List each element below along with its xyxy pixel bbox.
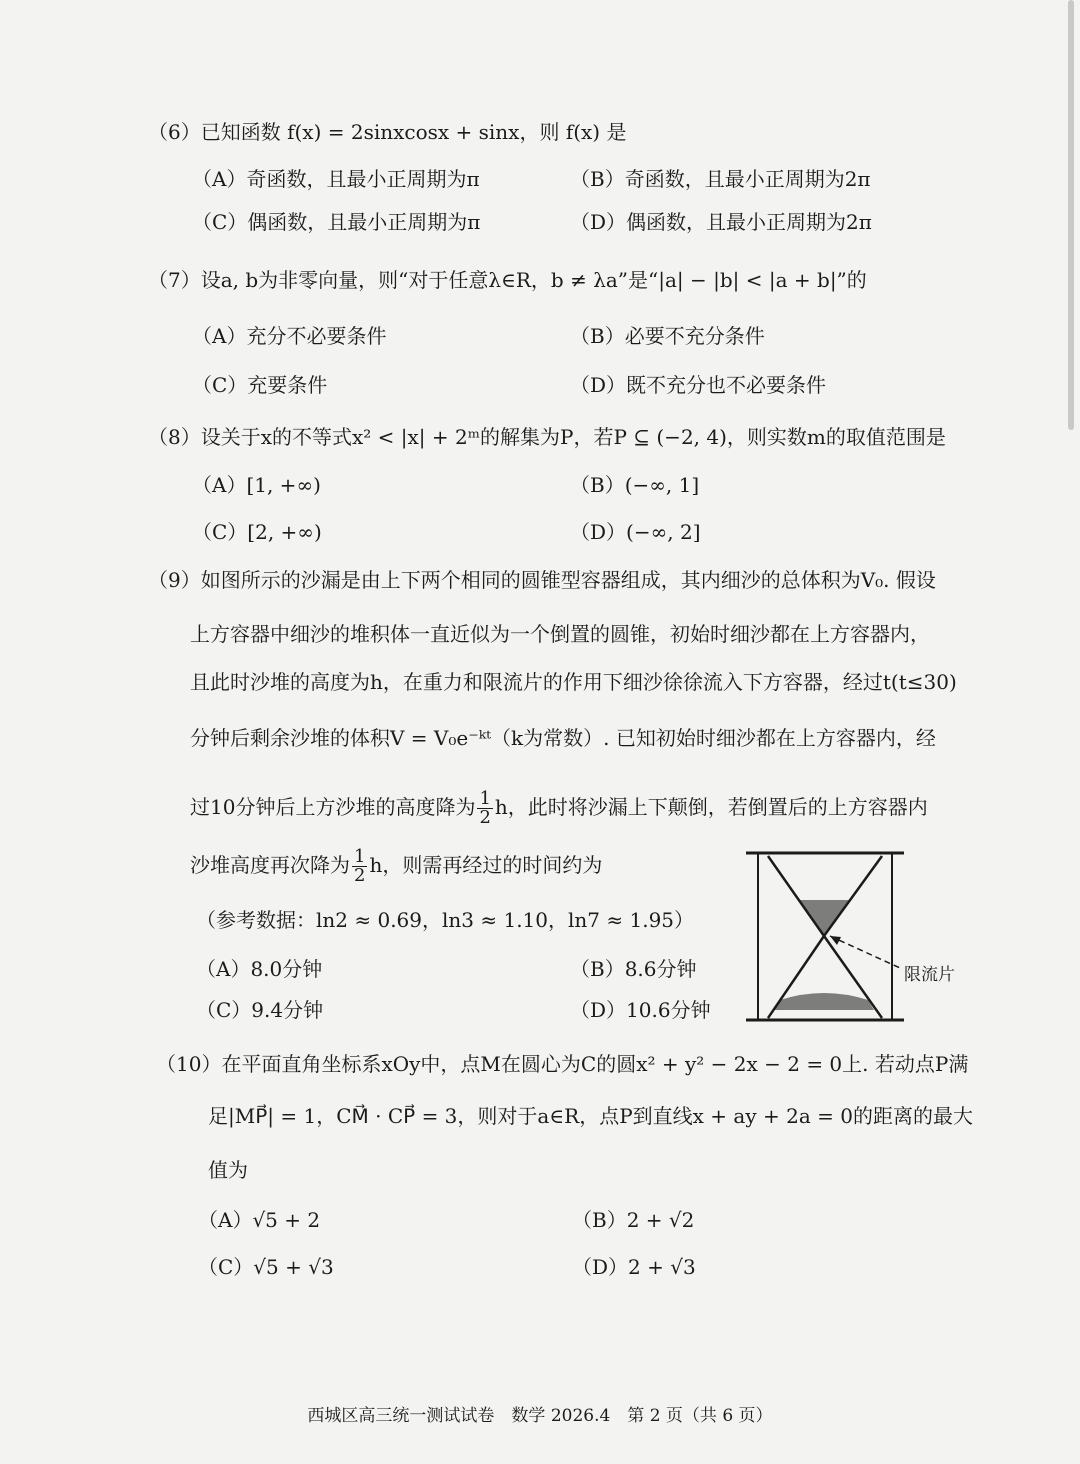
q9-line-5-text-a: 过10分钟后上方沙堆的高度降为: [190, 795, 476, 819]
q9-option-d: （D）10.6分钟: [570, 998, 711, 1022]
q6-option-a: （A）奇函数，且最小正周期为π: [192, 167, 480, 191]
fraction-numerator: 1: [354, 846, 366, 867]
q10-option-d: （D）2 + √3: [572, 1255, 696, 1279]
q6-option-b: （B）奇函数，且最小正周期为2π: [570, 167, 871, 191]
q10-line-3: 值为: [208, 1158, 248, 1182]
q9-option-a: （A）8.0分钟: [196, 957, 323, 981]
q10-line-1: （10）在平面直角坐标系xOy中，点M在圆心为C的圆x² + y² − 2x − 2 = 0上. 若动点P满: [156, 1052, 969, 1076]
q9-line-5: [190, 790, 928, 827]
restrictor-label: 限流片: [904, 965, 955, 985]
q8-option-a: （A）[1, +∞): [192, 473, 321, 497]
q10-option-b: （B）2 + √2: [572, 1208, 695, 1232]
q8-option-d: （D）(−∞, 2]: [570, 520, 701, 544]
q9-line-6: [190, 848, 602, 885]
q6-stem: （6）已知函数 f(x) = 2sinxcosx + sinx，则 f(x) 是: [148, 120, 627, 144]
q9-line-1: （9）如图所示的沙漏是由上下两个相同的圆锥型容器组成，其内细沙的总体积为V₀. 假设: [148, 568, 936, 592]
q9-line-6-text-b: h，则需再经过的时间约为: [369, 853, 603, 877]
hourglass-figure: [744, 848, 969, 1028]
q7-option-a: （A）充分不必要条件: [192, 324, 387, 348]
q9-reference-data: （参考数据：ln2 ≈ 0.69，ln3 ≈ 1.10，ln7 ≈ 1.95）: [196, 908, 695, 932]
q9-option-b: （B）8.6分钟: [570, 957, 697, 981]
half-fraction: [477, 790, 492, 827]
q8-option-c: （C）[2, +∞): [192, 520, 322, 544]
q7-option-b: （B）必要不充分条件: [570, 324, 765, 348]
q9-line-3: 且此时沙堆的高度为h，在重力和限流片的作用下细沙徐徐流入下方容器，经过t(t≤30): [190, 670, 957, 694]
q6-option-c: （C）偶函数，且最小正周期为π: [192, 210, 481, 234]
fraction-numerator: 1: [479, 788, 491, 809]
lower-sand: [774, 993, 874, 1010]
q7-option-c: （C）充要条件: [192, 373, 328, 397]
upper-sand: [798, 900, 850, 936]
q9-line-5-text-b: h，此时将沙漏上下颠倒，若倒置后的上方容器内: [494, 795, 928, 819]
q9-option-c: （C）9.4分钟: [196, 998, 324, 1022]
q9-line-6-text-a: 沙堆高度再次降为: [190, 853, 350, 877]
scrollbar[interactable]: [1068, 0, 1074, 430]
q8-stem: （8）设关于x的不等式x² < |x| + 2ᵐ的解集为P，若P ⊆ (−2, 4)，则实数m的取值范围是: [148, 425, 946, 449]
q9-line-4: 分钟后剩余沙堆的体积V = V₀e⁻ᵏᵗ（k为常数）. 已知初始时细沙都在上方容器内，经: [190, 726, 936, 750]
q6-option-d: （D）偶函数，且最小正周期为2π: [570, 210, 872, 234]
q10-line-2: 足|MP⃗| = 1，CM⃗ · CP⃗ = 3，则对于a∈R，点P到直线x + ay + 2a = 0的距离的最大: [208, 1104, 973, 1128]
q7-stem: （7）设a, b为非零向量，则“对于任意λ∈R，b ≠ λa”是“|a| − |b| < |a + b|”的: [148, 268, 867, 292]
q10-option-a: （A）√5 + 2: [198, 1208, 321, 1232]
page-footer: 西城区高三统一测试试卷 数学 2026.4 第 2 页（共 6 页）: [307, 1406, 773, 1426]
q7-option-d: （D）既不充分也不必要条件: [570, 373, 827, 397]
restrictor-pointer: [830, 936, 900, 968]
fraction-denominator: 2: [354, 865, 366, 886]
q8-option-b: （B）(−∞, 1]: [570, 473, 700, 497]
fraction-denominator: 2: [479, 807, 491, 828]
half-fraction: [352, 848, 367, 885]
q9-line-2: 上方容器中细沙的堆积体一直近似为一个倒置的圆锥，初始时细沙都在上方容器内，: [190, 622, 930, 646]
q10-option-c: （C）√5 + √3: [198, 1255, 334, 1279]
